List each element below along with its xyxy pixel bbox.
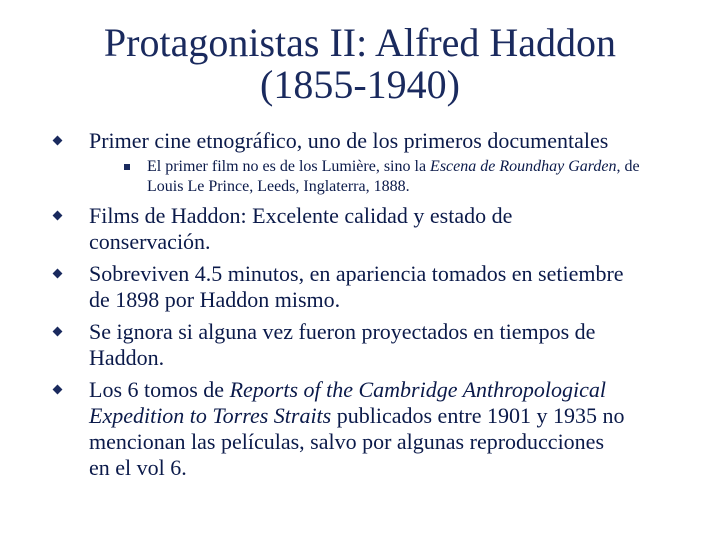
- bullet-2-line-2: conservación.: [89, 229, 211, 254]
- diamond-bullet-icon: [53, 269, 63, 279]
- bullet-1-line: Primer cine etnográfico, uno de los primeros documentales: [89, 128, 609, 153]
- diamond-bullet-icon: [53, 327, 63, 337]
- bullet-5-text: [89, 377, 625, 481]
- bullet-2-line-1: Films de Haddon: Excelente calidad y estado de: [89, 203, 513, 228]
- square-bullet-icon: [124, 164, 130, 170]
- bullet-5-line-1: [89, 377, 625, 403]
- bullet-1-text: [89, 128, 608, 154]
- bullet-5-line-2-italic: Expedition to Torres Straits: [89, 403, 332, 428]
- title-line-2: (1855-1940): [260, 62, 460, 107]
- bullet-5-line-1-a: Los 6 tomos de: [89, 377, 230, 402]
- bullet-5-line-3: mencionan las películas, salvo por algunas reproducciones: [89, 429, 605, 454]
- sub-bullet-line-2: Louis Le Prince, Leeds, Inglaterra, 1888.: [147, 178, 410, 195]
- sub-bullet-line-1: [147, 157, 640, 177]
- sub-line-1-a: El primer film no es de los Lumière, sino la: [147, 158, 431, 175]
- diamond-bullet-icon: [53, 211, 63, 221]
- bullet-5-line-2: [89, 403, 625, 429]
- bullet-4-text: [89, 319, 595, 371]
- bullet-3-text: [89, 261, 624, 313]
- sub-bullet-text: [147, 157, 640, 197]
- bullet-4-line-1: Se ignora si alguna vez fueron proyectados en tiempos de: [89, 319, 596, 344]
- sub-line-1-italic: Escena de Roundhay Garden: [430, 158, 617, 175]
- bullet-5-line-2-b: publicados entre 1901 y 1935 no: [331, 403, 625, 428]
- title-line-1: Protagonistas II: Alfred Haddon: [103, 20, 617, 65]
- bullet-3-line-2: de 1898 por Haddon mismo.: [89, 287, 341, 312]
- bullet-3-line-1: Sobreviven 4.5 minutos, en apariencia tomados en setiembre: [89, 261, 624, 286]
- bullet-4-line-2: Haddon.: [89, 345, 165, 370]
- bullet-2-text: [89, 203, 512, 255]
- diamond-bullet-icon: [53, 385, 63, 395]
- sub-line-1-b: , de: [616, 158, 640, 175]
- diamond-bullet-icon: [53, 136, 63, 146]
- bullet-5-line-4: en el vol 6.: [89, 455, 187, 480]
- bullet-5-line-1-italic: Reports of the Cambridge Anthropological: [229, 377, 606, 402]
